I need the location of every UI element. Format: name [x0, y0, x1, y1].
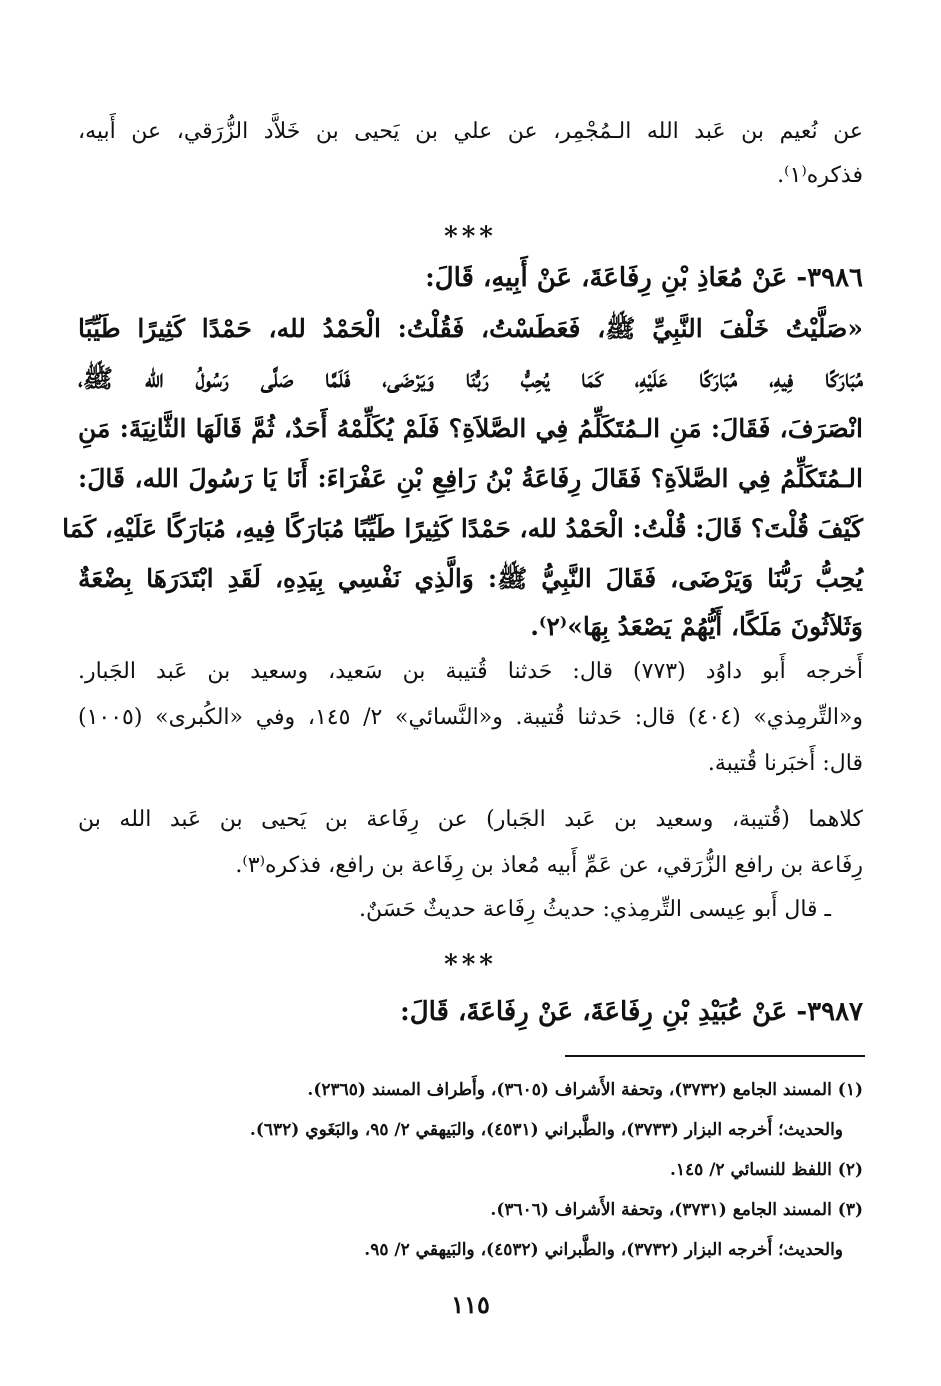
takhrij-p1-line-2: و«التِّرمِذي» (٤٠٤) قال: حَدثنا قُتيبة. و«النَّسائي» ٢/ ١٤٥، وفي «الكُبرى» (١٠٠٥) [78, 705, 864, 730]
takhrij-p2-line-1: كلاهما (قُتيبة، وسعيد بن عَبد الجَبار) عن رِفَاعة بن يَحيى بن عَبد الله بن [78, 807, 863, 832]
hadith-3986-line-7: وَثَلاَثُونَ مَلَكًا، أَيُّهُمْ يَصْعَدُ بِهَا»⁽٢⁾. [530, 612, 863, 641]
footnote-3: (٣) المسند الجامع (٣٧٣١)، وتحفة الأَشراف (٣٦٠٦). [490, 1200, 863, 1220]
footnote-1: (١) المسند الجامع (٣٧٣٢)، وتحفة الأَشراف (٣٦٠٥)، وأَطراف المسند (٢٣٦٥). [307, 1080, 863, 1100]
hadith-3986-heading: ٣٩٨٦- عَنْ مُعَاذِ بْنِ رِفَاعَةَ، عَنْ أَبِيهِ، قَالَ: [425, 263, 863, 293]
section-separator-1: *** [444, 222, 497, 252]
hadith-3986-line-2: مُبَارَكًا فِيهِ، مُبَارَكًا عَلَيْهِ، كَمَا يُحِبُّ رَبُّنَا وَيَرْضَى، فَلَمَّا صَلَّى رَسُولُ الله ﷺ، [78, 364, 863, 393]
footnote-divider [565, 1055, 865, 1057]
section-separator-2: *** [444, 950, 497, 980]
takhrij-p2-line-2: رِفَاعة بن رافع الزُّرَقي، عن عَمِّ أَبيه مُعاذ بن رِفَاعة بن رافع، فذكره⁽٣⁾. [235, 853, 863, 878]
takhrij-p1-line-1: أَخرجه أَبو داوُد (٧٧٣) قال: حَدثنا قُتيبة بن سَعيد، وسعيد بن عَبد الجَبار. [78, 659, 863, 684]
hadith-3986-line-5: كَيْفَ قُلْتَ؟ قَالَ: قُلْتُ: الْحَمْدُ لله، حَمْدًا كَثِيرًا طَيِّبًا مُبَارَكًا فِيهِ، مُبَارَكًا عَلَيْهِ، كَمَا [62, 514, 863, 543]
hadith-3987-heading: ٣٩٨٧- عَنْ عُبَيْدِ بْنِ رِفَاعَةَ، عَنْ رِفَاعَةَ، قَالَ: [400, 997, 863, 1027]
hadith-3986-line-3: انْصَرَفَ، فَقَالَ: مَنِ الـمُتَكَلِّمُ فِي الصَّلاَةِ؟ فَلَمْ يُكَلِّمْهُ أَحَدٌ، ثُمَّ قَالَهَا الثَّانِيَةَ: مَنِ [78, 414, 863, 443]
footnote-2: (٢) اللفظ للنسائي ٢/ ١٤٥. [669, 1160, 863, 1180]
takhrij-p1-line-3: قال: أَخبَرنا قُتيبة. [707, 751, 863, 776]
hadith-3986-line-1: «صَلَّيْتُ خَلْفَ النَّبِيِّ ﷺ، فَعَطَسْتُ، فَقُلْتُ: الْحَمْدُ لله، حَمْدًا كَثِيرًا طَيِّبًا [78, 314, 863, 343]
intro-line-2: فذكره⁽١⁾. [777, 163, 863, 188]
hadith-3986-line-6: يُحِبُّ رَبُّنَا وَيَرْضَى، فَقَالَ النَّبِيُّ ﷺ: وَالَّذِي نَفْسِي بِيَدِهِ، لَقَدِ ابْتَدَرَهَا بِضْعَةٌ [78, 564, 863, 593]
footnote-1-continuation: والحديث؛ أَخرجه البزار (٣٧٣٣)، والطَّبراني (٤٥٣١)، والبَيهقي ٢/ ٩٥، والبَغَوي (٦٣٢). [249, 1120, 843, 1140]
footnote-3-continuation: والحديث؛ أَخرجه البزار (٣٧٣٢)، والطَّبراني (٤٥٣٢)، والبَيهقي ٢/ ٩٥. [364, 1240, 843, 1260]
intro-line-1: عن نُعيم بن عَبد الله الـمُجْمِر، عن علي بن يَحيى بن خَلاَّد الزُّرَقي، عن أَبيه، [78, 119, 863, 144]
takhrij-tirmidhi-grading: ـ قال أَبو عِيسى التِّرمِذي: حديثُ رِفَاعة حديثٌ حَسَنٌ. [359, 897, 831, 922]
page-number: ١١٥ [451, 1290, 490, 1319]
hadith-3986-line-4: الـمُتَكَلِّمُ فِي الصَّلاَةِ؟ فَقَالَ رِفَاعَةُ بْنُ رَافِعِ بْنِ عَفْرَاءَ: أَنَا يَا رَسُولَ الله، قَالَ: [78, 464, 863, 493]
